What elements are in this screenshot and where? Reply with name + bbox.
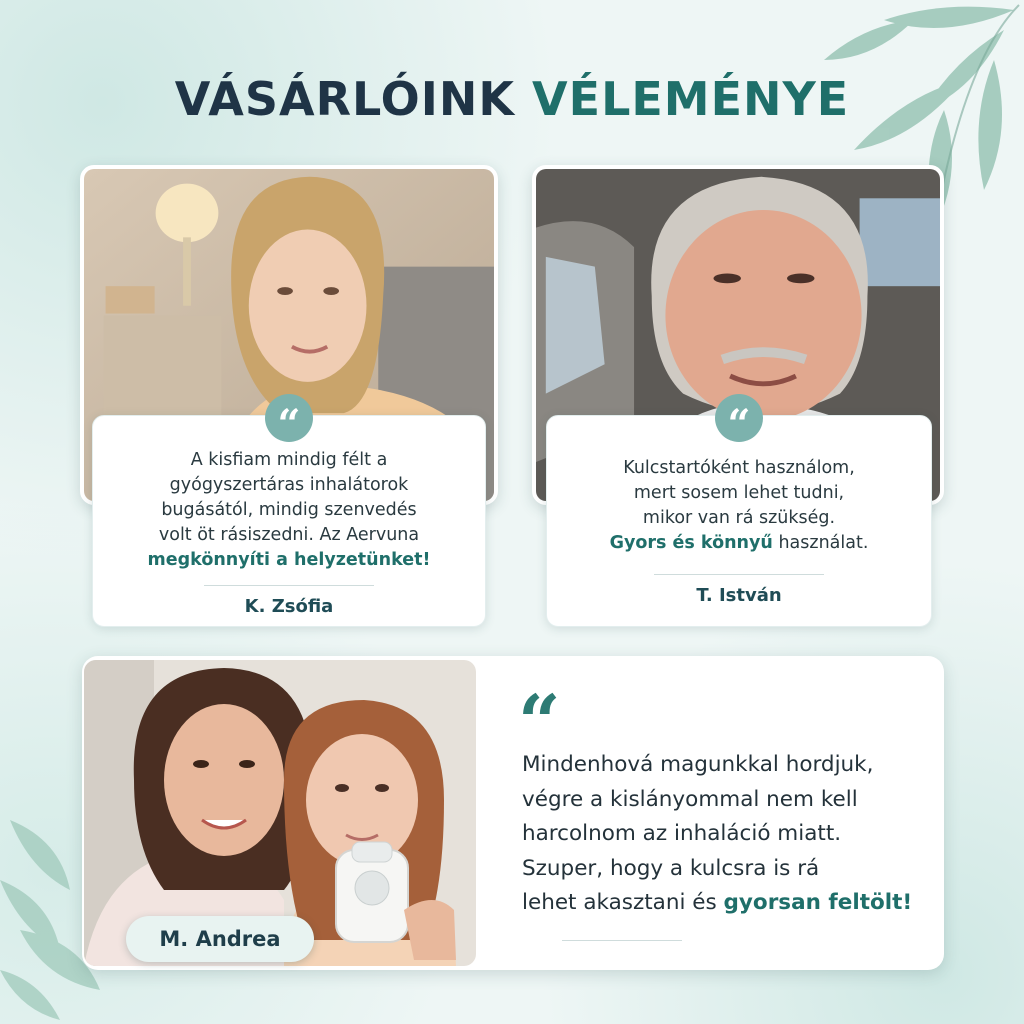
review-line-tail: használat. xyxy=(772,533,869,553)
review-author-1: K. Zsófia xyxy=(244,596,334,617)
quote-mark-icon: “ xyxy=(265,394,313,442)
divider xyxy=(562,940,682,941)
review-line: volt öt rásiszedni. Az Aervuna xyxy=(158,525,420,545)
review-line: Kulcstartóként használom, xyxy=(623,458,855,478)
review-author-3: M. Andrea xyxy=(126,916,314,962)
review-line: gyógyszertáras inhalátorok xyxy=(169,475,409,495)
review-highlight: Gyors és könnyű xyxy=(609,533,773,553)
quote-mark-icon: “ xyxy=(518,680,561,766)
review-highlight: megkönnyíti a helyzetünket! xyxy=(147,550,431,570)
review-line: Mindenhová magunkkal hordjuk, xyxy=(522,752,874,777)
divider xyxy=(654,574,824,575)
review-line: mert sosem lehet tudni, xyxy=(633,483,845,503)
review-text-3 xyxy=(522,748,932,921)
review-line: A kisfiam mindig félt a xyxy=(190,450,388,470)
title-part-dark: VÁSÁRLÓINK xyxy=(174,72,516,126)
review-line: harcolnom az inhaláció miatt. xyxy=(522,821,842,846)
page-title xyxy=(0,72,1024,126)
review-highlight: gyorsan feltölt! xyxy=(723,890,913,915)
review-line: Szuper, hogy a kulcsra is rá xyxy=(522,855,820,881)
divider xyxy=(204,585,374,586)
review-line: végre a kislányommal nem kell xyxy=(522,786,858,812)
review-line-head: lehet akasztani és xyxy=(522,890,724,915)
review-line xyxy=(522,886,932,921)
review-quote-box-1 xyxy=(92,401,486,627)
quote-mark-icon: “ xyxy=(715,394,763,442)
review-author-2: T. István xyxy=(696,585,782,606)
review-line: bugásától, mindig szenvedés xyxy=(161,500,417,520)
review-line xyxy=(547,531,931,556)
review-line: mikor van rá szükség. xyxy=(642,508,836,528)
title-part-accent: VÉLEMÉNYE xyxy=(532,72,850,126)
review-quote-box-2 xyxy=(546,401,932,627)
